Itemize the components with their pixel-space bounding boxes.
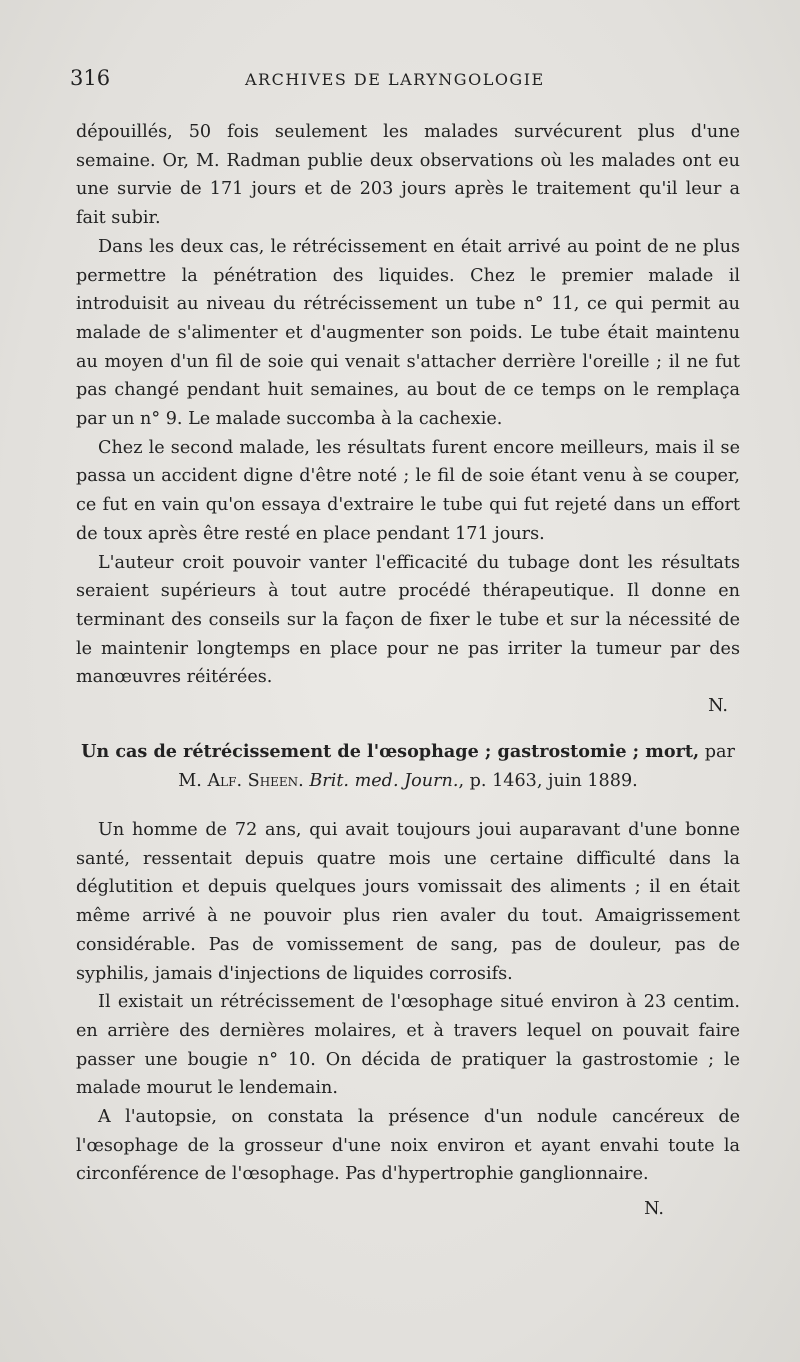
article-journal: Brit. med. Journ. — [309, 771, 459, 791]
paragraph: L'auteur croit pouvoir vanter l'efficacité du tubage dont les résultats seraient supérieurs à tout autre procédé thérapeutique. Il donne en terminant des conseils sur la façon de fixer le tube et sur la nécessité de le maintenir longtemps en place pour ne pas irriter la tumeur par des manœuvres réitérées. — [76, 552, 740, 688]
article-heading — [76, 737, 740, 796]
article-by: par — [704, 742, 735, 762]
article-citation: , p. 1463, juin 1889. — [458, 771, 638, 791]
signature: N. — [708, 696, 728, 717]
article-signature: N. — [644, 1199, 664, 1219]
previous-article-text — [76, 118, 740, 721]
article-title: Un cas de rétrécissement de l'œsophage ; gastrostomie ; mort, — [81, 741, 700, 762]
article-author: M. Alf. Sheen. — [178, 771, 304, 791]
page-header — [70, 66, 740, 96]
running-title: ARCHIVES DE LARYNGOLOGIE — [245, 70, 545, 89]
paragraph: Un homme de 72 ans, qui avait toujours joui auparavant d'une bonne santé, ressentait depuis quatre mois une certaine difficulté dans la déglutition et depuis quelques jours vomissait des aliments ; il en était même arrivé à ne pouvoir plus rien avaler du tout. Amaigrissement considérable. Pas de vomissement de sang, pas de douleur, pas de syphilis, jamais d'injections de liquides corrosifs. — [76, 820, 740, 984]
paragraph: dépouillés, 50 fois seulement les malades survécurent plus d'une semaine. Or, M. Radman publie deux observations où les malades ont eu une survie de 171 jours et de 203 jours après le traitement qu'il leur a fait subir. — [76, 122, 740, 229]
page-number: 316 — [70, 66, 111, 90]
paragraph: Il existait un rétrécissement de l'œsophage situé environ à 23 centim. en arrière des dernières molaires, et à travers lequel on pouvait faire passer une bougie n° 10. On décida de pratiquer la gastrostomie ; le malade mourut le lendemain. — [76, 992, 740, 1099]
article-body — [76, 816, 740, 1189]
paragraph: A l'autopsie, on constata la présence d'un nodule cancéreux de l'œsophage de la grosseur d'une noix environ et ayant envahi toute la circonférence de l'œsophage. Pas d'hypertrophie ganglionnaire. — [76, 1107, 740, 1185]
paragraph: Dans les deux cas, le rétrécissement en était arrivé au point de ne plus permettre la pénétration des liquides. Chez le premier malade il introduisit au niveau du rétrécissement un tube n° 11, ce qui permit au malade de s'alimenter et d'augmenter son poids. Le tube était maintenu au moyen d'un fil de soie qui venait s'attacher derrière l'oreille ; il ne fut pas changé pendant huit semaines, au bout de ce temps on le remplaça par un n° 9. Le malade succomba à la cachexie. — [76, 236, 740, 430]
paragraph: Chez le second malade, les résultats furent encore meilleurs, mais il se passa un accident digne d'être noté ; le fil de soie étant venu à se couper, ce fut en vain qu'on essaya d'extraire le tube qui fut rejeté dans un effort de toux après être resté en place pendant 171 jours. — [76, 437, 740, 544]
